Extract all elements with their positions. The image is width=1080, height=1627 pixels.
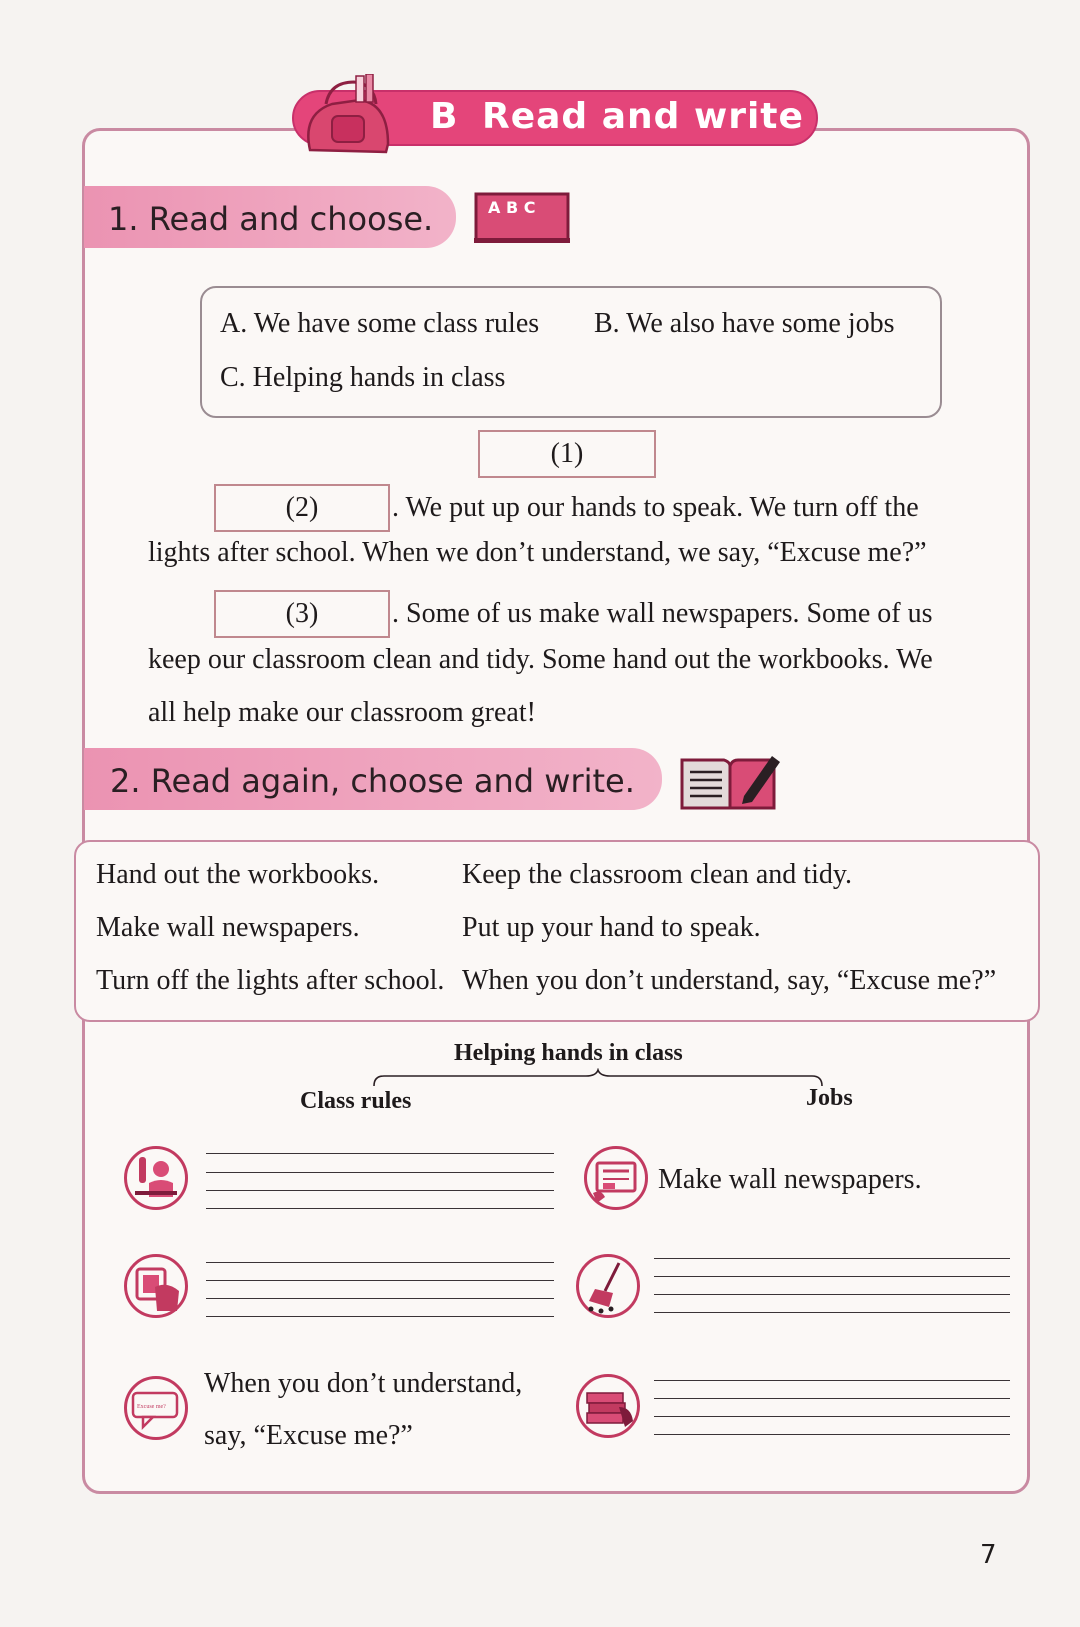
phrase-hand-out-workbooks: Hand out the workbooks.	[96, 859, 380, 890]
answer-line[interactable]	[654, 1258, 1010, 1259]
answer-line[interactable]	[206, 1153, 554, 1154]
paragraph-3-line-3: all help make our classroom great!	[148, 697, 536, 728]
answer-line[interactable]	[654, 1294, 1010, 1295]
answer-line[interactable]	[206, 1316, 554, 1317]
option-c: C. Helping hands in class	[220, 362, 506, 393]
jobs-heading: Jobs	[806, 1085, 853, 1111]
paragraph-2-line-1: . We put up our hands to speak. We turn off the	[392, 492, 919, 523]
diagram-brace	[372, 1068, 824, 1093]
answer-line[interactable]	[206, 1280, 554, 1281]
abc-badge-text: A B C	[488, 198, 536, 217]
answer-line[interactable]	[654, 1398, 1010, 1399]
light-switch-icon	[124, 1254, 188, 1318]
schoolbag-icon	[296, 74, 406, 161]
task2-label: 2. Read again, choose and write.	[110, 762, 635, 800]
options-box	[200, 286, 942, 418]
broom-icon	[576, 1254, 640, 1318]
answer-line[interactable]	[654, 1276, 1010, 1277]
section-letter: B	[430, 96, 459, 137]
diagram-title: Helping hands in class	[454, 1040, 683, 1066]
answer-line[interactable]	[206, 1172, 554, 1173]
option-b: B. We also have some jobs	[594, 308, 895, 339]
workbooks-icon	[576, 1374, 640, 1438]
answer-line[interactable]	[654, 1312, 1010, 1313]
paragraph-2-line-2: lights after school. When we don’t understand, we say, “Excuse me?”	[148, 537, 927, 568]
section-title-text: Read and write	[482, 96, 804, 137]
answer-blank-1[interactable]: (1)	[478, 430, 656, 478]
answer-excuse-me-line-2: say, “Excuse me?”	[204, 1420, 413, 1451]
page-number: 7	[980, 1540, 997, 1570]
answer-blank-3[interactable]: (3)	[214, 590, 390, 638]
answer-line[interactable]	[654, 1416, 1010, 1417]
phrase-make-wall-newspapers: Make wall newspapers.	[96, 912, 360, 943]
class-rules-heading: Class rules	[300, 1088, 412, 1114]
bubble-text: Excuse me?	[137, 1404, 166, 1410]
section-title	[430, 96, 804, 137]
answer-blank-2[interactable]: (2)	[214, 484, 390, 532]
phrase-excuse-me: When you don’t understand, say, “Excuse me?”	[462, 965, 997, 996]
option-a: A. We have some class rules	[220, 308, 540, 339]
newspaper-icon	[584, 1146, 648, 1210]
paragraph-3-line-2: keep our classroom clean and tidy. Some hand out the workbooks. We	[148, 644, 933, 675]
speech-bubble-icon	[124, 1376, 188, 1440]
phrase-keep-classroom-clean: Keep the classroom clean and tidy.	[462, 859, 853, 890]
phrase-turn-off-lights: Turn off the lights after school.	[96, 965, 445, 996]
raise-hand-icon	[124, 1146, 188, 1210]
answer-line[interactable]	[654, 1434, 1010, 1435]
phrase-put-up-hand: Put up your hand to speak.	[462, 912, 761, 943]
answer-line[interactable]	[654, 1380, 1010, 1381]
answer-line[interactable]	[206, 1208, 554, 1209]
paragraph-3-line-1: . Some of us make wall newspapers. Some of us	[392, 598, 933, 629]
task1-label: 1. Read and choose.	[108, 200, 434, 238]
answer-line[interactable]	[206, 1298, 554, 1299]
answer-make-wall-newspapers: Make wall newspapers.	[658, 1164, 922, 1195]
book-pencil-icon	[680, 752, 784, 817]
answer-line[interactable]	[206, 1262, 554, 1263]
answer-excuse-me-line-1: When you don’t understand,	[204, 1368, 523, 1399]
answer-line[interactable]	[206, 1190, 554, 1191]
